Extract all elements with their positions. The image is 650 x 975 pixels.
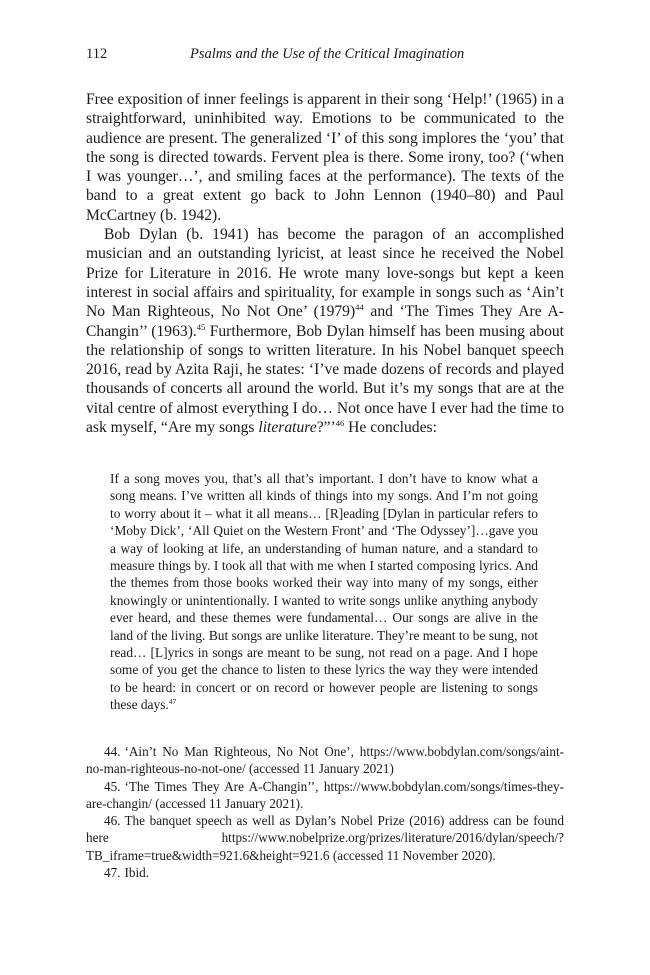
footnote-46 — [86, 812, 564, 864]
block-quote — [110, 470, 538, 714]
footnote-ref-44[interactable]: 44 — [355, 302, 364, 313]
footnote-text: ‘The Times They Are A-Changin’’, https://www.bobdylan.com/songs/times-they-are-changin/ (accessed 11 January 2021). — [86, 778, 564, 811]
footnote-text: Ibid. — [124, 865, 150, 881]
running-header — [86, 46, 564, 66]
main-text — [86, 90, 564, 437]
block-quote-text: If a song moves you, that’s all that’s important. I don’t have to know what a song means. I’ve written all kinds of things into my songs. And I’m not going to worry about it – what it all means… [R]eading [Dylan in particular refers to ‘Moby Dick’, ‘All Quiet on the Western Front’ and ‘The Odyssey’]…gave you a way of looking at life, an understanding of human nature, and a standard to measure things by. I took all that with me when I started composing lyrics. And the themes from those books worked their way into many of my songs, either knowingly or unintentionally. I wanted to write songs unlike anything anybody ever heard, and these themes were fundamental… Our songs are alive in the land of the living. But songs are unlike literature. They’re meant to be sung, not read… [L]yrics in songs are meant to be sung, not read on a page. And I hope some of you get the chance to listen to these lyrics the way they were intended to be heard: in concert or on record or however people are listening to songs these days. — [110, 471, 538, 713]
footnote-text: The banquet speech as well as Dylan’s Nobel Prize (2016) address can be found here https://www.nobelprize.org/prizes/literature/2016/dylan/speech/?TB_iframe=true&width=921.6&height=921.6 (accessed 11 November 2020). — [86, 813, 564, 863]
page-number: 112 — [86, 46, 108, 62]
paragraph-1: Free exposition of inner feelings is apparent in their song ‘Help!’ (1965) in a straightforward, uninhibited way. Emotions to be communicated to the audience are present. The generalized ‘I’ of this song implores the ‘you’ that the song is directed towards. Fervent plea is there. Some irony, too? (‘when I was younger…’, and smiling faces at the performance). The texts of the band to a great extent go back to John Lennon (1940–80) and Paul McCartney (b. 1942). — [86, 91, 564, 224]
footnotes — [86, 743, 564, 881]
footnote-44 — [86, 743, 564, 778]
footnote-number: 44. — [104, 744, 121, 759]
footnote-number: 45. — [104, 778, 121, 794]
footnote-45 — [86, 778, 564, 813]
paragraph-2-part-e: He concludes: — [344, 419, 437, 437]
footnote-number: 47. — [104, 865, 121, 881]
paragraph-2-part-c: Furthermore, Bob Dylan himself has been musing about the relationship of songs to written literature. In his Nobel banquet speech 2016, read by Azita Raji, he states: ‘I’ve made dozens of records and played thousands of concerts all around the world. But it’s my songs that are at the vital centre of almost everything I do… Not once have I ever had the time to ask myself, “Are my songs — [86, 322, 564, 437]
paragraph-2 — [86, 225, 564, 437]
running-title: Psalms and the Use of the Critical Imagination — [190, 46, 465, 62]
footnote-ref-47[interactable]: 47 — [168, 697, 177, 707]
footnote-number: 46. — [104, 813, 121, 829]
footnote-ref-45[interactable]: 45 — [196, 321, 206, 332]
paragraph-2-part-b: and ‘The Times They Are A-Changin’’ (1963). — [86, 303, 564, 340]
footnote-47 — [86, 864, 564, 881]
footnote-text: ‘Ain’t No Man Righteous, No Not One’, https://www.bobdylan.com/songs/aint-no-man-righteous-no-not-one/ (accessed 11 January 2021) — [86, 744, 564, 777]
paragraph-2-part-d: ?”’ — [316, 419, 336, 437]
paragraph-2-part-a: Bob Dylan (b. 1941) has become the paragon of an accomplished musician and an outstanding lyricist, at least since he received the Nobel Prize for Literature in 2016. He wrote many love-songs but kept a keen interest in social affairs and spirituality, for example in songs such as ‘Ain’t No Man Righteous, No Not One’ (1979) — [86, 226, 564, 321]
emphasis-literature: literature — [258, 419, 317, 437]
footnote-ref-46[interactable]: 46 — [335, 418, 345, 429]
